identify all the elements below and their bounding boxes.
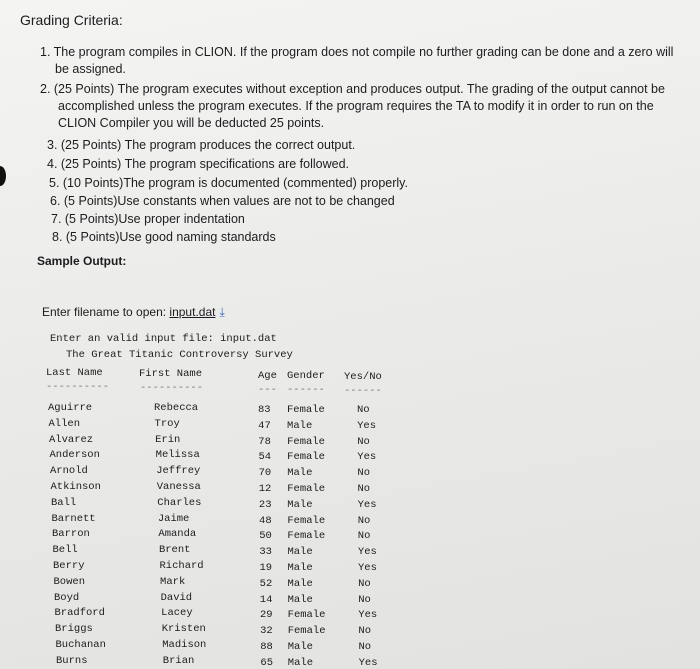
underline-last-name: ----------	[46, 381, 110, 393]
download-icon[interactable]: ⤓	[219, 305, 225, 319]
cell-yesno: Yes	[357, 451, 377, 464]
cell-age: 54	[258, 451, 272, 464]
cell-first: Jaime	[157, 512, 190, 525]
cell-gender: Female	[287, 530, 326, 543]
criteria-line: 4. (25 Points) The program specifications are followed.	[47, 157, 350, 171]
cell-yesno: No	[358, 625, 371, 638]
cell-last: Alvarez	[49, 433, 94, 446]
cell-age: 88	[260, 641, 273, 653]
sample-output-label: Sample Output:	[37, 254, 127, 268]
cell-yesno: Yes	[357, 498, 377, 511]
cell-last: Barnett	[51, 512, 96, 525]
cell-age: 32	[260, 625, 273, 638]
cell-gender: Female	[287, 625, 326, 638]
cell-first: Kristen	[161, 623, 206, 636]
header-age: Age	[258, 370, 277, 382]
cell-yesno: No	[358, 641, 372, 653]
criteria-line: CLION Compiler you will be deducted 25 points.	[58, 116, 325, 130]
cell-yesno: No	[357, 530, 371, 543]
cell-gender: Male	[287, 641, 313, 653]
page-edge-dot	[0, 166, 6, 186]
criteria-line: 5. (10 Points)The program is documented (commented) properly.	[49, 176, 408, 190]
criteria-item	[40, 44, 673, 78]
cell-age: 19	[259, 562, 273, 574]
cell-age: 12	[258, 483, 272, 495]
cell-age: 50	[259, 530, 272, 543]
cell-first: Troy	[154, 417, 180, 430]
cell-last: Bradford	[54, 607, 105, 620]
cell-gender: Male	[287, 498, 313, 511]
cell-gender: Male	[287, 467, 313, 480]
underline-first-name: ----------	[140, 382, 204, 394]
cell-age: 78	[258, 435, 271, 448]
cell-last: Anderson	[49, 449, 100, 462]
cell-last: Bowen	[53, 575, 86, 588]
cell-yesno: No	[357, 404, 370, 416]
cell-first: Lacey	[161, 607, 193, 620]
cell-gender: Male	[287, 593, 313, 606]
cell-yesno: Yes	[358, 609, 378, 622]
cell-first: Rebecca	[154, 402, 199, 414]
underline-gender: ------	[287, 384, 325, 396]
cell-first: Madison	[162, 639, 207, 651]
cell-yesno: No	[357, 483, 371, 495]
cell-last: Aguirre	[48, 402, 93, 414]
cell-age: 70	[258, 467, 272, 480]
cell-last: Boyd	[54, 591, 80, 604]
cell-gender: Female	[287, 451, 325, 464]
cell-last: Berry	[53, 560, 85, 572]
criteria-item	[49, 175, 408, 192]
cell-age: 33	[259, 546, 272, 559]
cell-age: 83	[258, 404, 271, 416]
criteria-item	[40, 81, 665, 132]
cell-last: Bell	[52, 544, 78, 557]
cell-last: Burns	[56, 654, 88, 667]
cell-gender: Female	[287, 609, 326, 622]
cell-gender: Male	[287, 419, 313, 432]
cell-first: Charles	[157, 496, 202, 509]
cell-yesno: Yes	[358, 562, 377, 574]
cell-yesno: Yes	[357, 419, 376, 432]
criteria-line: 7. (5 Points)Use proper indentation	[51, 212, 245, 226]
grading-criteria-heading: Grading Criteria:	[20, 12, 123, 28]
header-last-name: Last Name	[46, 367, 103, 379]
criteria-line: 3. (25 Points) The program produces the correct output.	[47, 138, 356, 152]
cell-last: Buchanan	[55, 639, 106, 651]
cell-gender: Male	[287, 656, 314, 669]
cell-last: Barron	[52, 528, 90, 541]
cell-age: 48	[259, 514, 272, 527]
cell-gender: Male	[287, 577, 313, 590]
cell-last: Briggs	[55, 623, 93, 636]
header-first-name: First Name	[139, 368, 203, 380]
cell-first: Jeffrey	[156, 465, 201, 478]
criteria-item	[50, 193, 395, 210]
cell-gender: Female	[287, 483, 326, 495]
header-yes-no: Yes/No	[344, 371, 382, 383]
cell-first: Melissa	[155, 449, 200, 462]
cell-gender: Female	[287, 404, 325, 416]
cell-age: 47	[258, 419, 271, 432]
filename-prompt-text: Enter filename to open:	[42, 305, 170, 319]
cell-age: 29	[259, 609, 273, 622]
cell-first: Amanda	[158, 528, 197, 541]
underline-age: ---	[258, 384, 277, 396]
criteria-line: 2. (25 Points) The program executes without exception and produces output. The grading of the output cannot be	[40, 82, 665, 96]
survey-title: The Great Titanic Controversy Survey	[66, 349, 293, 361]
criteria-line: 8. (5 Points)Use good naming standards	[52, 230, 276, 244]
cell-gender: Male	[287, 546, 313, 559]
cell-last: Atkinson	[50, 481, 101, 493]
criteria-item	[52, 229, 276, 246]
cell-yesno: No	[357, 435, 370, 448]
criteria-line: 1. The program compiles in CLION. If the program does not compile no further grading can be done and a zero will	[40, 45, 674, 59]
criteria-line: accomplished unless the program executes. If the program requires the TA to modify it in order to run on the	[58, 99, 654, 113]
cell-yesno: No	[358, 577, 371, 590]
criteria-item	[47, 156, 349, 173]
cell-age: 23	[258, 498, 272, 511]
criteria-item	[47, 137, 355, 154]
cell-first: David	[160, 591, 193, 604]
cell-first: Mark	[160, 575, 186, 588]
criteria-item	[51, 211, 245, 228]
cell-first: Brent	[158, 544, 191, 557]
cell-yesno: No	[358, 593, 371, 606]
header-gender: Gender	[287, 370, 325, 382]
cell-last: Arnold	[50, 465, 88, 478]
cell-yesno: Yes	[358, 656, 378, 669]
cell-gender: Male	[287, 562, 313, 574]
cell-yesno: Yes	[357, 546, 377, 559]
criteria-line: be assigned.	[55, 62, 126, 76]
filename-prompt	[42, 305, 225, 320]
cell-first: Brian	[162, 654, 195, 667]
cell-first: Erin	[155, 433, 181, 446]
cell-age: 65	[260, 656, 273, 669]
cell-first: Richard	[159, 560, 204, 572]
criteria-line: 6. (5 Points)Use constants when values are not to be changed	[50, 194, 395, 208]
enter-file-line: Enter an valid input file: input.dat	[50, 333, 277, 345]
cell-gender: Female	[287, 514, 326, 527]
cell-last: Allen	[48, 417, 81, 430]
cell-last: Ball	[51, 496, 77, 509]
cell-first: Vanessa	[156, 481, 201, 493]
cell-age: 52	[259, 577, 273, 590]
cell-yesno: No	[357, 467, 370, 480]
cell-age: 14	[259, 593, 273, 606]
filename-link[interactable]: input.dat	[169, 305, 216, 319]
cell-gender: Female	[287, 435, 325, 448]
underline-yes-no: ------	[344, 385, 382, 397]
cell-yesno: No	[357, 514, 371, 527]
